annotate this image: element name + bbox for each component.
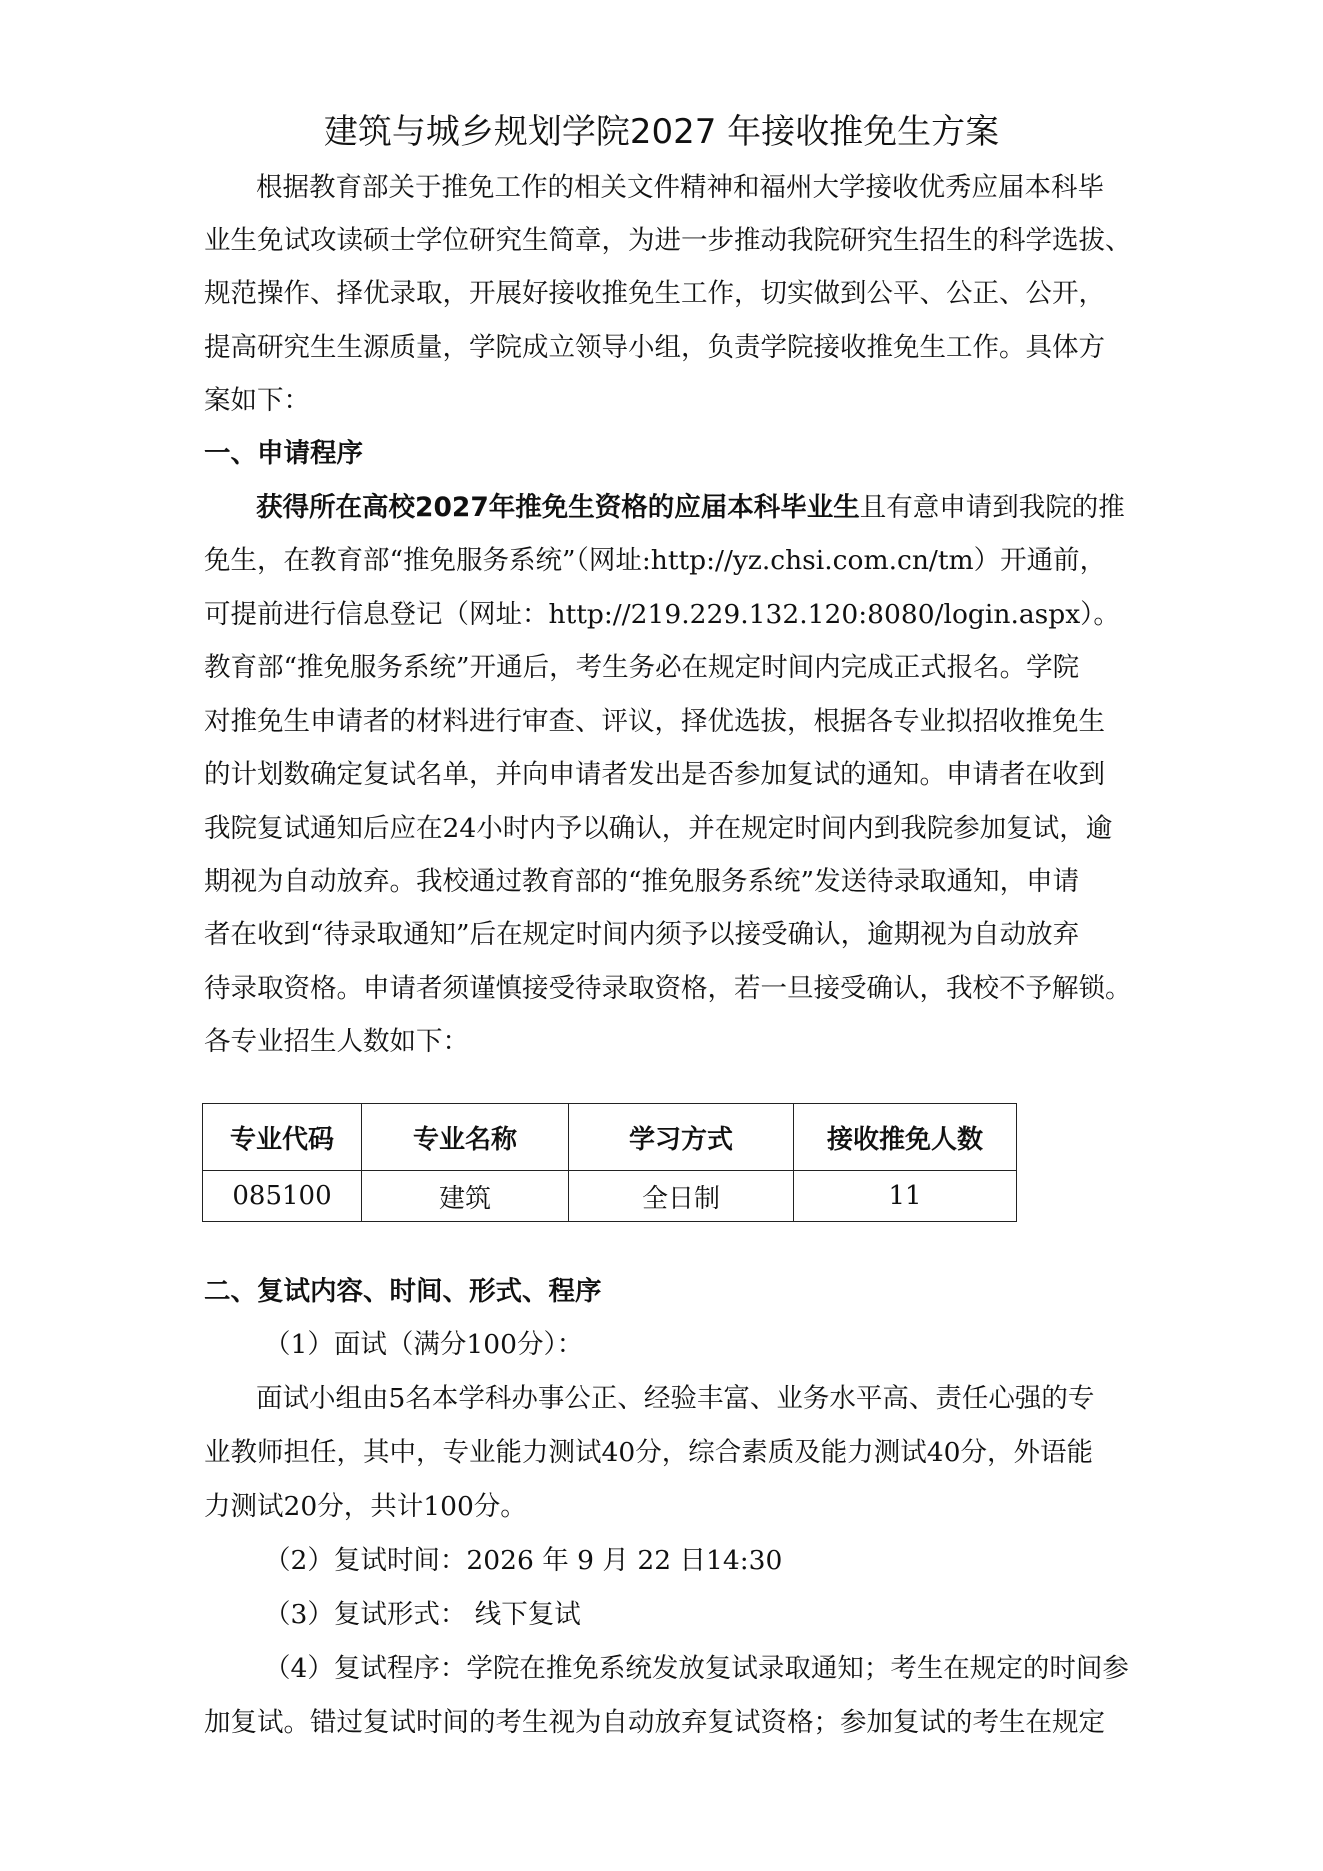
eligibility-rest-text: 且有意申请到我院的推 xyxy=(859,492,1125,523)
intro-line: 根据教育部关于推免工作的相关文件精神和福州大学接收优秀应届本科毕 xyxy=(256,172,1104,203)
section-1-line: 各专业招生人数如下： xyxy=(204,1026,469,1057)
interview-desc-line: 面试小组由5名本学科办事公正、经验丰富、业务水平高、责任心强的专 xyxy=(256,1383,1095,1414)
section-1-line: 可提前进行信息登记（网址：http://219.229.132.120:8080/login.aspx）。 xyxy=(204,599,1120,630)
intro-line: 案如下： xyxy=(204,385,310,416)
interview-item: （1）面试（满分100分）： xyxy=(264,1329,584,1360)
section-1-line: 免生，在教育部“推免服务系统”（网址:http://yz.chsi.com.cn/tm）开通前， xyxy=(204,545,1107,576)
intro-line: 业生免试攻读硕士学位研究生简章，为进一步推动我院研究生招生的科学选拔、 xyxy=(204,225,1132,256)
intro-line: 规范操作、择优录取，开展好接收推免生工作，切实做到公平、公正、公开， xyxy=(204,278,1105,309)
cell-major-code: 085100 xyxy=(203,1171,362,1222)
header-quota: 接收推免人数 xyxy=(794,1104,1017,1171)
retest-procedure-line: （4）复试程序：学院在推免系统发放复试录取通知；考生在规定的时间参 xyxy=(264,1653,1129,1684)
table-row xyxy=(203,1171,1017,1222)
section-1-heading: 一、申请程序 xyxy=(204,438,363,469)
section-1-line: 的计划数确定复试名单，并向申请者发出是否参加复试的通知。申请者在收到 xyxy=(204,759,1105,790)
section-2-heading: 二、复试内容、时间、形式、程序 xyxy=(204,1276,602,1307)
interview-desc-line: 业教师担任，其中，专业能力测试40分，综合素质及能力测试40分，外语能 xyxy=(204,1437,1093,1468)
header-major-name: 专业名称 xyxy=(362,1104,569,1171)
majors-table xyxy=(202,1103,1017,1222)
section-1-line: 期视为自动放弃。我校通过教育部的“推免服务系统”发送待录取通知，申请 xyxy=(204,866,1080,897)
cell-study-mode: 全日制 xyxy=(569,1171,794,1222)
document-title: 建筑与城乡规划学院2027 年接收推免生方案 xyxy=(323,112,1000,152)
section-1-line: 待录取资格。申请者须谨慎接受待录取资格，若一旦接受确认，我校不予解锁。 xyxy=(204,973,1132,1004)
section-1-line: 者在收到“待录取通知”后在规定时间内须予以接受确认，逾期视为自动放弃 xyxy=(204,919,1080,950)
section-1-line xyxy=(256,489,1206,527)
retest-form-item: （3）复试形式： 线下复试 xyxy=(264,1599,581,1630)
cell-quota: 11 xyxy=(794,1171,1017,1222)
retest-time-item: （2）复试时间：2026 年 9 月 22 日14:30 xyxy=(264,1545,783,1576)
cell-major-name: 建筑 xyxy=(362,1171,569,1222)
eligibility-bold-text: 获得所在高校2027年推免生资格的应届本科毕业生 xyxy=(256,492,860,523)
interview-desc-line: 力测试20分，共计100分。 xyxy=(204,1491,527,1522)
header-study-mode: 学习方式 xyxy=(569,1104,794,1171)
header-major-code: 专业代码 xyxy=(203,1104,362,1171)
section-1-line: 教育部“推免服务系统”开通后，考生务必在规定时间内完成正式报名。学院 xyxy=(204,652,1080,683)
intro-line: 提高研究生生源质量，学院成立领导小组，负责学院接收推免生工作。具体方 xyxy=(204,332,1105,363)
section-1-line: 对推免生申请者的材料进行审查、评议，择优选拔，根据各专业拟招收推免生 xyxy=(204,706,1105,737)
retest-procedure-line: 加复试。错过复试时间的考生视为自动放弃复试资格；参加复试的考生在规定 xyxy=(204,1707,1105,1738)
section-1-line: 我院复试通知后应在24小时内予以确认，并在规定时间内到我院参加复试，逾 xyxy=(204,813,1113,844)
table-header-row xyxy=(203,1104,1017,1171)
